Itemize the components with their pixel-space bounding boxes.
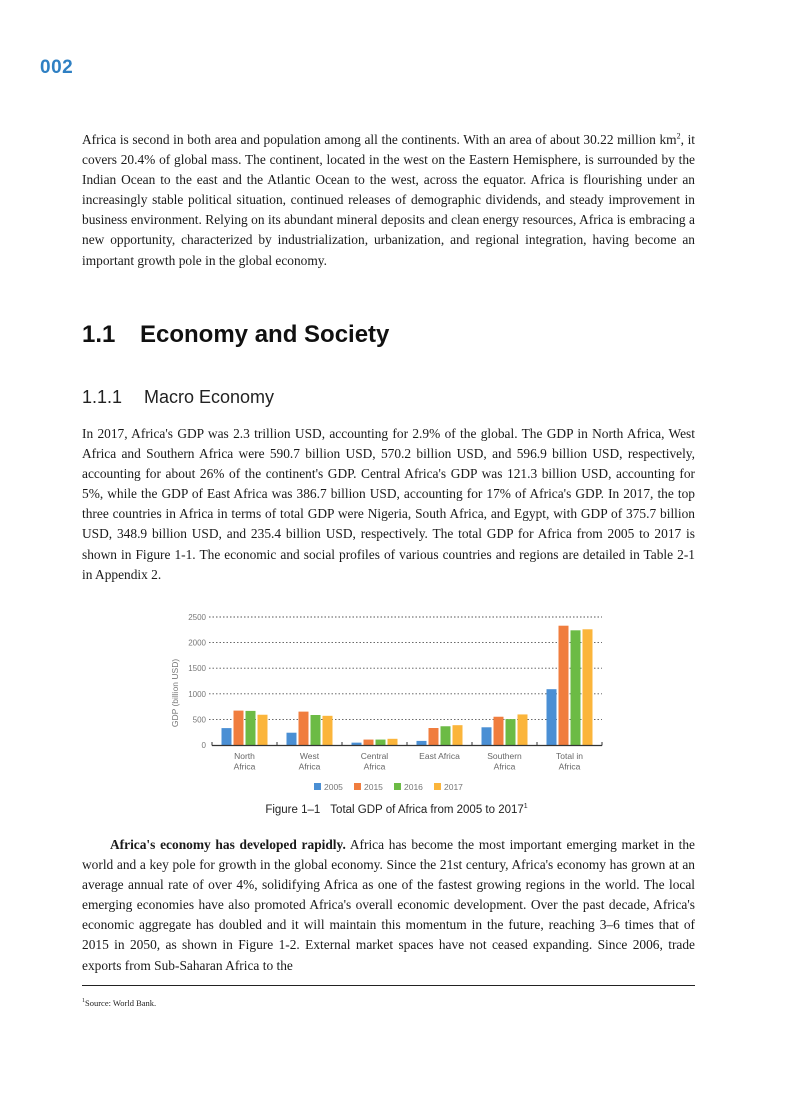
y-tick-label: 2000 [188, 638, 206, 648]
section-title: Economy and Society [140, 321, 390, 348]
legend-label: 2005 [324, 782, 343, 792]
bar-2016 [571, 630, 581, 745]
category-label: North Africa [233, 751, 256, 772]
bar-2017 [518, 714, 528, 745]
legend-item [354, 782, 383, 792]
footnote-text: Source: World Bank. [85, 998, 157, 1008]
legend [314, 782, 463, 792]
bar-2005 [287, 733, 297, 745]
x-axis [212, 742, 602, 746]
legend-swatch [314, 783, 321, 790]
bar-2015 [234, 711, 244, 745]
y-axis-title: GDP (billion USD) [170, 658, 180, 728]
y-tick-labels [188, 613, 206, 750]
category-label: East Africa [419, 751, 460, 761]
bar-2016 [441, 726, 451, 745]
section-number: 1.1 [82, 321, 116, 348]
paragraph-text: Africa has become the most important emerging market in the world and a key pole for growth in the global economy. Since the 21st century, Africa's economy has grown at an average annual rate of over 4%, solidifying Africa as one of the fastest growing regions in the world. The local emerging economies have also promoted Africa's overall economic development. Over the past decade, Africa's economic aggregate has doubled and it will maintain this momentum in the future, reaching 3–6 times that of 2015 in 2050, as shown in Figure 1-2. External market spaces have not ceased expanding. Since 2006, trade exports from Sub-Saharan Africa to the [82, 837, 695, 973]
legend-item [434, 782, 463, 792]
legend-swatch [434, 783, 441, 790]
bar-2015 [364, 740, 374, 745]
bar-2016 [246, 711, 256, 745]
category-label: Central Africa [360, 751, 389, 772]
intro-text-1: Africa is second in both area and population among all the continents. With an area of about 30.22 million km [82, 132, 677, 147]
y-tick-label: 500 [192, 715, 206, 725]
bar-2005 [547, 689, 557, 745]
figure-title: Total GDP of Africa from 2005 to 2017 [330, 803, 524, 816]
y-tick-label: 1000 [188, 689, 206, 699]
bar-2005 [352, 743, 362, 745]
category-label: Total in Africa [556, 751, 583, 772]
y-tick-label: 2500 [188, 613, 206, 622]
footnote-divider [82, 985, 695, 986]
bar-2016 [311, 715, 321, 745]
bar-2017 [388, 739, 398, 745]
gdp-bar-chart [160, 605, 620, 805]
intro-paragraph [82, 130, 695, 271]
bar-2015 [429, 728, 439, 745]
bar-2017 [258, 715, 268, 745]
category-label: Southern Africa [487, 751, 522, 772]
bar-2005 [222, 728, 232, 745]
footnote [82, 998, 156, 1008]
subsection-title: Macro Economy [144, 387, 275, 407]
bar-2017 [583, 629, 593, 745]
subsection-number: 1.1.1 [82, 387, 123, 407]
bar-2015 [494, 717, 504, 745]
section-heading [82, 321, 389, 349]
grid-lines [209, 617, 602, 719]
rapid-development-paragraph [82, 835, 695, 976]
legend-swatch [394, 783, 401, 790]
category-labels [234, 751, 584, 772]
bar-2005 [417, 741, 427, 745]
legend-item [394, 782, 423, 792]
figure-caption [0, 803, 793, 816]
legend-item [314, 782, 343, 792]
legend-label: 2016 [404, 782, 423, 792]
bar-2017 [453, 725, 463, 745]
superscript: 2 [676, 131, 681, 141]
paragraph-lead: Africa's economy has developed rapidly. [110, 837, 346, 852]
bar-2015 [299, 712, 309, 745]
legend-label: 2017 [444, 782, 463, 792]
legend-label: 2015 [364, 782, 383, 792]
y-tick-label: 0 [201, 741, 206, 750]
legend-swatch [354, 783, 361, 790]
footnote-reference: 1 [523, 803, 528, 810]
bar-2015 [559, 626, 569, 745]
figure-number: Figure 1–1 [265, 803, 321, 816]
footnote-mark: 1 [82, 998, 85, 1005]
bars [222, 626, 593, 745]
bar-2016 [506, 719, 516, 745]
chart-svg [160, 605, 620, 805]
intro-text-2: , it covers 20.4% of global mass. The continent, located in the west on the Eastern Hemisphere, is surrounded by the Indian Ocean to the east and the Atlantic Ocean to the west, across the equator. Africa is flourishing under an increasingly stable political situation, continued releases of demographic dividends, and steady improvement in business environment. Relying on its abundant mineral deposits and clean energy resources, Africa is embracing a new opportunity, characterized by industrialization, urbanization, and regional integration, having become an important growth pole in the global economy. [82, 132, 696, 268]
page-number: 002 [40, 57, 74, 78]
subsection-heading [82, 387, 274, 408]
bar-2005 [482, 727, 492, 745]
macro-economy-paragraph: In 2017, Africa's GDP was 2.3 trillion USD, accounting for 2.9% of the global. The GDP in North Africa, West Africa and Southern Africa were 590.7 billion USD, 570.2 billion USD, and 596.9 billion USD, respectively, accounting for about 26% of the continent's GDP. Central Africa's GDP was 121.3 billion USD, accounting for 5%, while the GDP of East Africa was 386.7 billion USD, accounting for 17% of Africa's GDP. In 2017, the top three countries in Africa in terms of total GDP were Nigeria, South Africa, and Egypt, with GDP of 375.7 billion USD, 348.9 billion USD, and 235.4 billion USD, respectively. The total GDP for Africa from 2005 to 2017 is shown in Figure 1-1. The economic and social profiles of various countries and regions are detailed in Table 2-1 in Appendix 2. [82, 426, 695, 582]
category-label: West Africa [298, 751, 321, 772]
bar-2017 [323, 716, 333, 745]
bar-2016 [376, 740, 386, 745]
y-tick-label: 1500 [188, 664, 206, 674]
